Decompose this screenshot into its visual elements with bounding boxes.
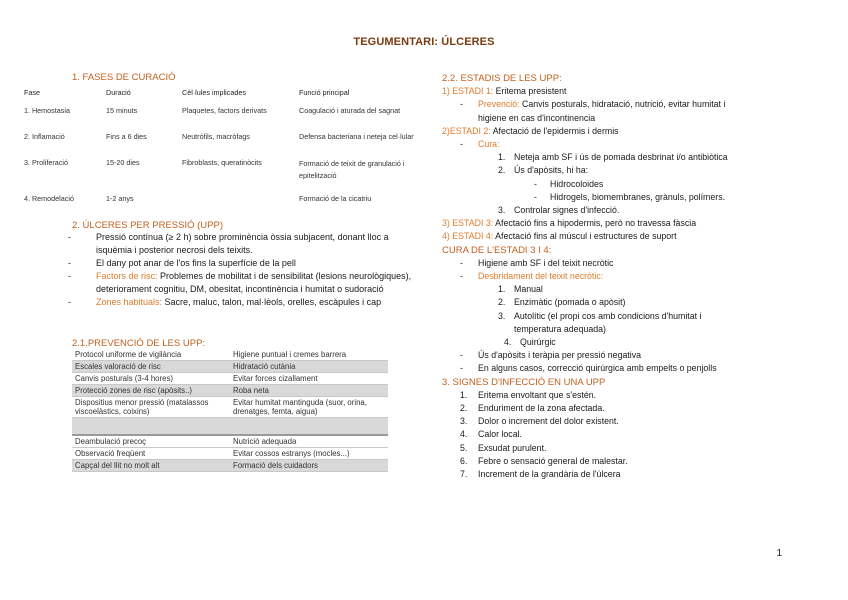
infection-heading: 3. SIGNES D'INFECCIÓ EN UNA UPP — [442, 376, 606, 388]
upp-text: Pressió contínua (≥ 2 h) sobre prominència òssia subjacent, donant lloc a isquèmia i posterior necrosi dels teixits. — [96, 232, 389, 255]
upp-heading: 2. ÚLCERES PER PRESSIÓ (UPP) — [72, 220, 223, 231]
list-item: 2. Ús d'apòsits, hi ha: — [498, 165, 589, 176]
cell: Formació de teixit de granulació i epitelització — [299, 159, 405, 180]
table-row — [24, 132, 430, 158]
upp-section — [72, 220, 412, 309]
table-row — [72, 397, 388, 418]
cell: Nutrició adequada — [230, 435, 388, 448]
list-item: 1. Manual — [498, 284, 543, 295]
upp-list — [48, 231, 412, 309]
stage-1-prevention-cont: higiene en cas d'incontinencia — [478, 112, 596, 123]
page-title: TEGUMENTARI: ÚLCERES — [353, 36, 495, 48]
cell — [230, 418, 388, 436]
upp-text: El dany pot anar de l'os fins la superfície de la pell — [96, 258, 296, 268]
col-funcio: Funció principal — [299, 88, 350, 97]
cell: 3. Proliferació — [24, 158, 68, 167]
cell: Neutròfils, macròfags — [182, 132, 250, 141]
stage-1-text: Eritema presistent — [493, 86, 567, 97]
phases-heading: 1. FASES DE CURACIÓ — [72, 72, 176, 83]
list-item-cont: temperatura adequada) — [514, 323, 606, 334]
cura-label: - Cura: — [442, 138, 822, 151]
prevention-heading: 2.1.PREVENCIÓ DE LES UPP: — [72, 338, 206, 349]
stage-4-label: 4) ESTADI 4: — [442, 231, 494, 242]
right-column — [442, 72, 822, 481]
list-item: - Ús d'apòsits i teràpia per pressió negativa — [442, 349, 822, 362]
cell: Observació freqüent — [72, 448, 230, 460]
table-row — [24, 106, 430, 132]
list-item: - En alguns casos, correcció quirúrgica amb empelts o penjolls — [442, 362, 822, 375]
col-cellules: Cèl·lules implicades — [182, 88, 246, 97]
prevention-section — [72, 338, 205, 349]
cell: Escales valoració de risc — [72, 361, 230, 373]
col-duracio: Duració — [106, 88, 131, 97]
stages-heading: 2.2. ESTADIS DE LES UPP: — [442, 73, 562, 84]
phases-section — [72, 72, 175, 83]
table-row — [72, 385, 388, 397]
list-item: 3. Autolític (el propi cos amb condicions d'humitat i — [498, 310, 702, 321]
cell: Fins a 6 dies — [106, 132, 147, 141]
upp-text: Problemes de mobilitat i de sensibilitat (lesions neurològiques), deteriorament cognitiu, DM, obesitat, incontinència i humitat o sudoració — [96, 271, 412, 294]
stage-1 — [442, 85, 822, 98]
cell: Hidratació cutània — [230, 361, 388, 373]
table-row — [72, 418, 388, 436]
infection-list — [442, 389, 822, 481]
cell: Coagulació i aturada del sagnat — [299, 106, 401, 115]
page-number: 1 — [776, 548, 782, 559]
cell: 4. Remodelació — [24, 194, 74, 203]
phases-header-row — [24, 88, 430, 106]
table-row — [72, 349, 388, 361]
cell: Protocol uniforme de vigilància — [72, 349, 230, 361]
cell: 1-2 anys — [106, 194, 134, 203]
table-row — [72, 448, 388, 460]
table-row — [24, 158, 430, 194]
list-item — [48, 231, 412, 257]
list-item: 2. Enduriment de la zona afectada. — [460, 403, 605, 414]
col-fase: Fase — [24, 88, 40, 97]
stage-2-label: 2)ESTADI 2: — [442, 125, 491, 136]
stage-2 — [442, 125, 822, 138]
stage-4-text: Afectació fins al múscul i estructures de suport — [493, 231, 677, 242]
table-row — [72, 373, 388, 385]
list-item: - Hidrogels, biomembranes, grànuls, polímers. — [442, 191, 822, 204]
list-item — [48, 270, 412, 296]
stage-3 — [442, 217, 822, 230]
cell: 1. Hemostasia — [24, 106, 70, 115]
list-item: 4. Quirúrgic — [504, 337, 556, 348]
cell: Capçal del llit no molt alt — [72, 460, 230, 472]
list-item: 2. Enzimàtic (pomada o apòsit) — [498, 297, 626, 308]
cell: Defensa bacteriana i neteja cel·lular — [299, 132, 414, 141]
stage-1-prevention — [442, 98, 822, 111]
cell — [72, 418, 230, 436]
cell: Roba neta — [230, 385, 388, 397]
cell: Canvis posturals (3-4 hores) — [72, 373, 230, 385]
phases-table — [24, 88, 430, 208]
cell: Evitar humitat mantinguda (suor, orina, drenatges, femta, aigua) — [230, 397, 388, 418]
list-item: 4. Calor local. — [460, 429, 523, 440]
upp-prefix: Zones habituals: — [96, 297, 163, 307]
cell: Evitar forces cizallament — [230, 373, 388, 385]
prevention-table — [72, 349, 388, 472]
list-item: 5. Exsudat purulent. — [460, 442, 547, 453]
list-item — [48, 296, 412, 309]
cell: Evitar cossos estranys (mocles...) — [230, 448, 388, 460]
cell: Plaquetes, factors derivats — [182, 106, 267, 115]
cell: 2. Inflamació — [24, 132, 65, 141]
list-item — [48, 257, 412, 270]
prevention-text: Canvis posturals, hidratació, nutrició, evitar humitat i — [519, 99, 726, 110]
list-item: - Hidrocoloides — [442, 178, 822, 191]
cura34-heading: CURA DE L'ESTADI 3 I 4: — [442, 244, 552, 256]
list-item: 6. Febre o sensació general de malestar. — [460, 455, 628, 466]
prevention-label: Prevenció: — [478, 99, 520, 110]
list-item: 1. Eritema envoltant que s'estén. — [460, 389, 597, 400]
table-row — [24, 194, 430, 208]
table-row — [72, 361, 388, 373]
list-item: - Higiene amb SF i del teixit necròtic — [442, 257, 822, 270]
cell: Formació dels cuidadors — [230, 460, 388, 472]
desbridament-label: - Desbridament del teixit necròtic: — [442, 270, 822, 283]
table-row — [72, 435, 388, 448]
stage-2-text: Afectació de l'epidermis i dermis — [490, 125, 619, 136]
stage-4 — [442, 230, 822, 243]
cell: 15-20 dies — [106, 158, 140, 167]
list-item: 7. Increment de la grandària de l'úlcera — [460, 469, 621, 480]
stage-1-label: 1) ESTADI 1: — [442, 86, 494, 97]
list-item: 1. Neteja amb SF i ús de pomada desbrinat i/o antibiòtica — [498, 152, 728, 163]
stage-3-label: 3) ESTADI 3: — [442, 218, 494, 229]
list-item: 3. Dolor o increment del dolor existent. — [460, 416, 619, 427]
list-item: 3. Controlar signes d'infecció. — [498, 205, 620, 216]
cell: Protecció zones de risc (apòsits..) — [72, 385, 230, 397]
cell: Deambulació precoç — [72, 435, 230, 448]
cell: Formació de la cicatriu — [299, 194, 372, 203]
stage-3-text: Afectació fins a hipodermis, però no travessa fàscia — [493, 218, 697, 229]
table-row — [72, 460, 388, 472]
cell: 15 minuts — [106, 106, 138, 115]
cell: Higiene puntual i cremes barrera — [230, 349, 388, 361]
upp-text: Sacre, maluc, talon, mal·lèols, orelles, escàpules i cap — [162, 297, 382, 307]
cell: Fibroblasts, queratinòcits — [182, 158, 262, 167]
upp-prefix: Factors de risc: — [96, 271, 158, 281]
cell: Dispositius menor pressió (matalassos viscoelàstics, coixins) — [72, 397, 230, 418]
